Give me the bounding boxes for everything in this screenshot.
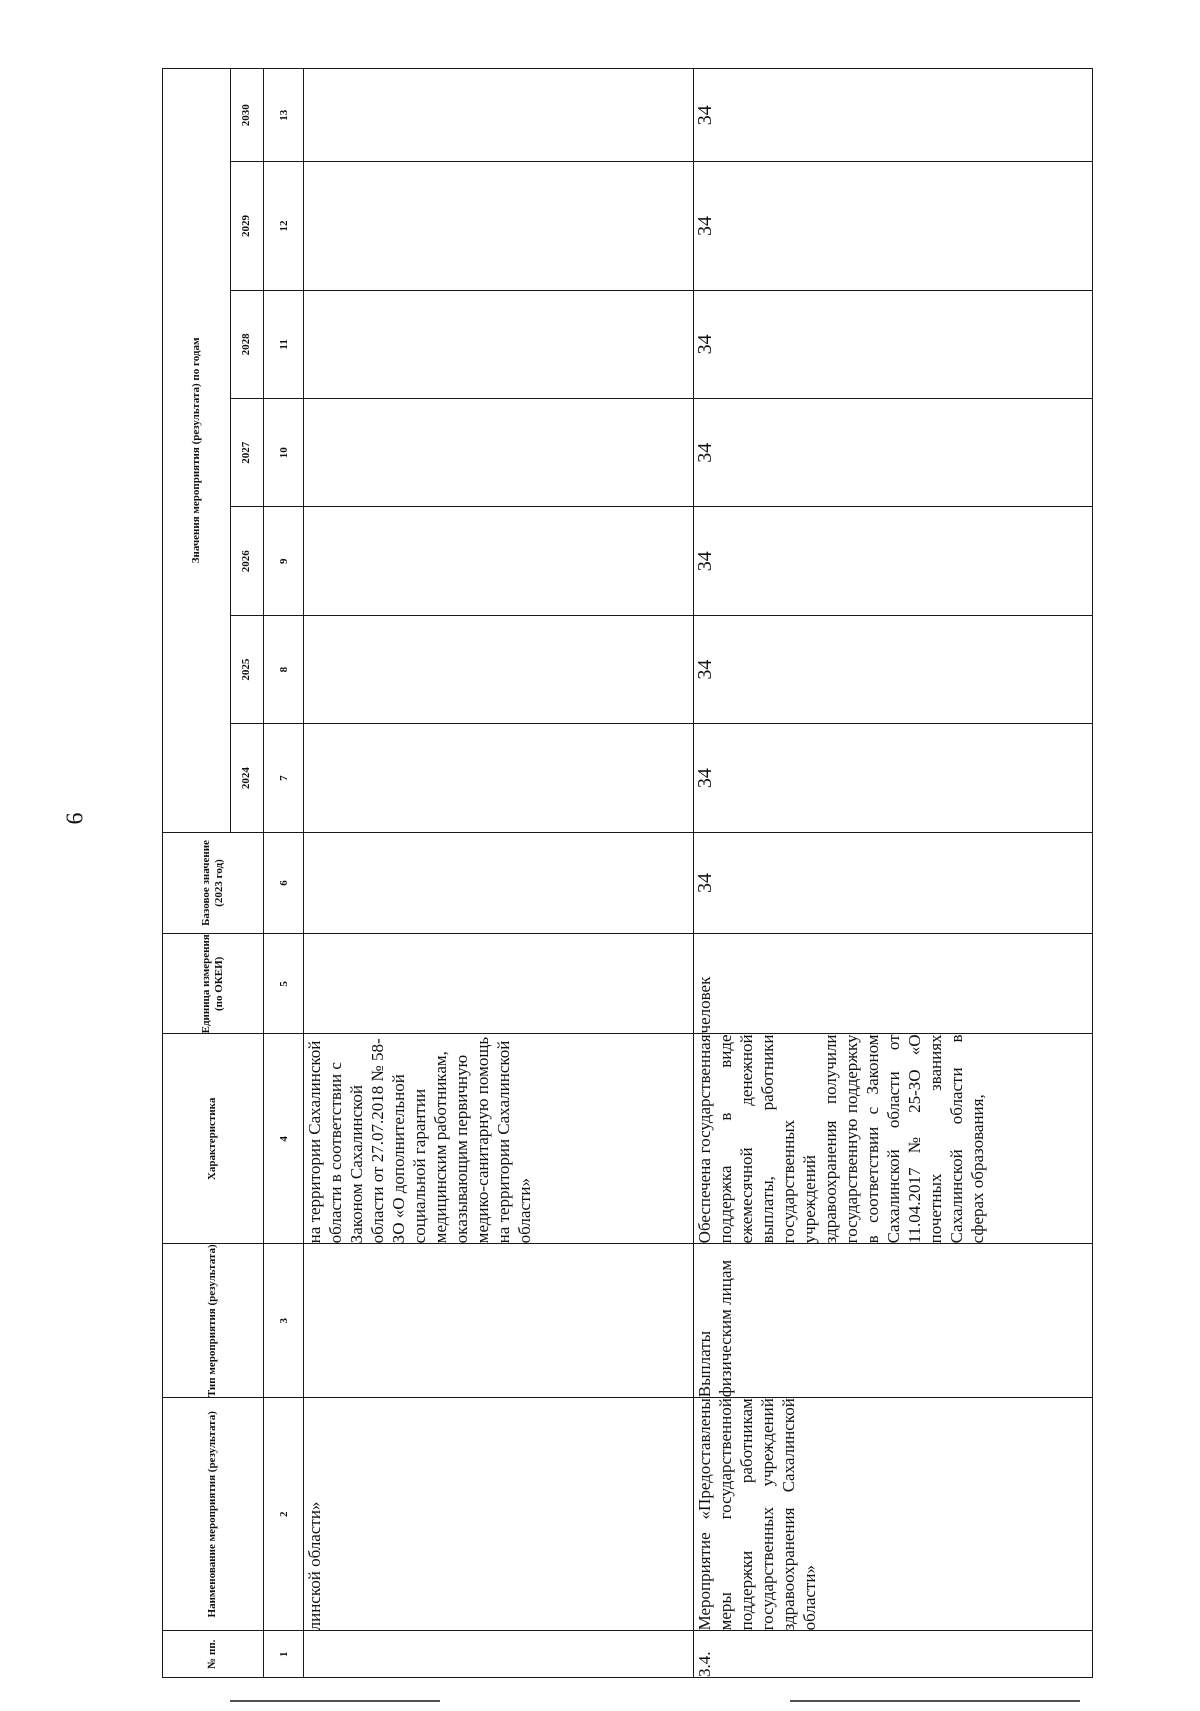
row-type (304, 1244, 694, 1398)
row-unit (304, 934, 694, 1034)
row-base (304, 832, 694, 933)
header-year-2027: 2027 (231, 399, 264, 507)
header-year-2025: 2025 (231, 615, 264, 723)
row-value-2025 (304, 615, 694, 723)
column-number: 2 (264, 1398, 304, 1631)
header-base: Базовое значение (2023 год) (163, 832, 264, 933)
header-unit: Единица измерения (по ОКЕИ) (163, 934, 264, 1034)
row-characteristic: на территории Сахалинской области в соответствии с Законом Сахалинской области от 27.07.2018 № 58-ЗО «О дополнительной социальной гарантии медицинским работникам, оказывающим первичную медико-санитарную помощь на территории Сахалинской области» (304, 1034, 694, 1244)
column-number: 9 (264, 507, 304, 615)
page-number: 6 (62, 812, 89, 825)
row-value-2029 (304, 162, 694, 290)
row-value-2027 (304, 399, 694, 507)
row-type: Выплаты физическим лицам (694, 1244, 1093, 1398)
row-value-2024: 34 (694, 724, 1093, 832)
column-number: 13 (264, 69, 304, 162)
row-unit: человек (694, 934, 1093, 1034)
row-value-2024 (304, 724, 694, 832)
column-number: 11 (264, 290, 304, 398)
row-value-2029: 34 (694, 162, 1093, 290)
row-value-2028: 34 (694, 290, 1093, 398)
row-value-2028 (304, 290, 694, 398)
row-value-2027: 34 (694, 399, 1093, 507)
header-characteristic: Характеристика (163, 1034, 264, 1244)
column-number: 12 (264, 162, 304, 290)
header-type: Тип мероприятия (результата) (163, 1244, 264, 1398)
row-value-2026 (304, 507, 694, 615)
column-number: 6 (264, 832, 304, 933)
row-name: Мероприятие «Предоставлены меры государственной поддержки работникам государственных учреждений здравоохранения Сахалинской области» (694, 1398, 1093, 1631)
row-num (304, 1631, 694, 1678)
header-year-2030: 2030 (231, 69, 264, 162)
scan-edge-line (230, 1700, 440, 1702)
column-number: 3 (264, 1244, 304, 1398)
column-number: 10 (264, 399, 304, 507)
table-row (694, 69, 1093, 1678)
header-year-2026: 2026 (231, 507, 264, 615)
events-table (162, 68, 1093, 1678)
table-row (304, 69, 694, 1678)
header-year-2024: 2024 (231, 724, 264, 832)
row-name: линской области» (304, 1398, 694, 1631)
row-value-2026: 34 (694, 507, 1093, 615)
row-value-2025: 34 (694, 615, 1093, 723)
column-number: 8 (264, 615, 304, 723)
scan-edge-line-right (790, 1700, 1080, 1702)
header-num: № пп. (163, 1631, 264, 1678)
column-number: 4 (264, 1034, 304, 1244)
header-values-group: Значения мероприятия (результата) по годам (163, 69, 231, 833)
row-num: 3.4. (694, 1631, 1093, 1678)
row-base: 34 (694, 832, 1093, 933)
header-year-2029: 2029 (231, 162, 264, 290)
column-number: 1 (264, 1631, 304, 1678)
header-name: Наименование мероприятия (результата) (163, 1398, 264, 1631)
header-year-2028: 2028 (231, 290, 264, 398)
column-number: 5 (264, 934, 304, 1034)
table-container (162, 68, 1092, 1678)
column-number: 7 (264, 724, 304, 832)
row-characteristic: Обеспечена государственная поддержка в виде ежемесячной денежной выплаты, работники государственных учреждений здравоохранения получили государственную поддержку в соответствии с Законом Сахалинской области от 11.04.2017 № 25-ЗО «О почетных званиях Сахалинской области в сферах образования, (694, 1034, 1093, 1244)
row-value-2030 (304, 69, 694, 162)
row-value-2030: 34 (694, 69, 1093, 162)
